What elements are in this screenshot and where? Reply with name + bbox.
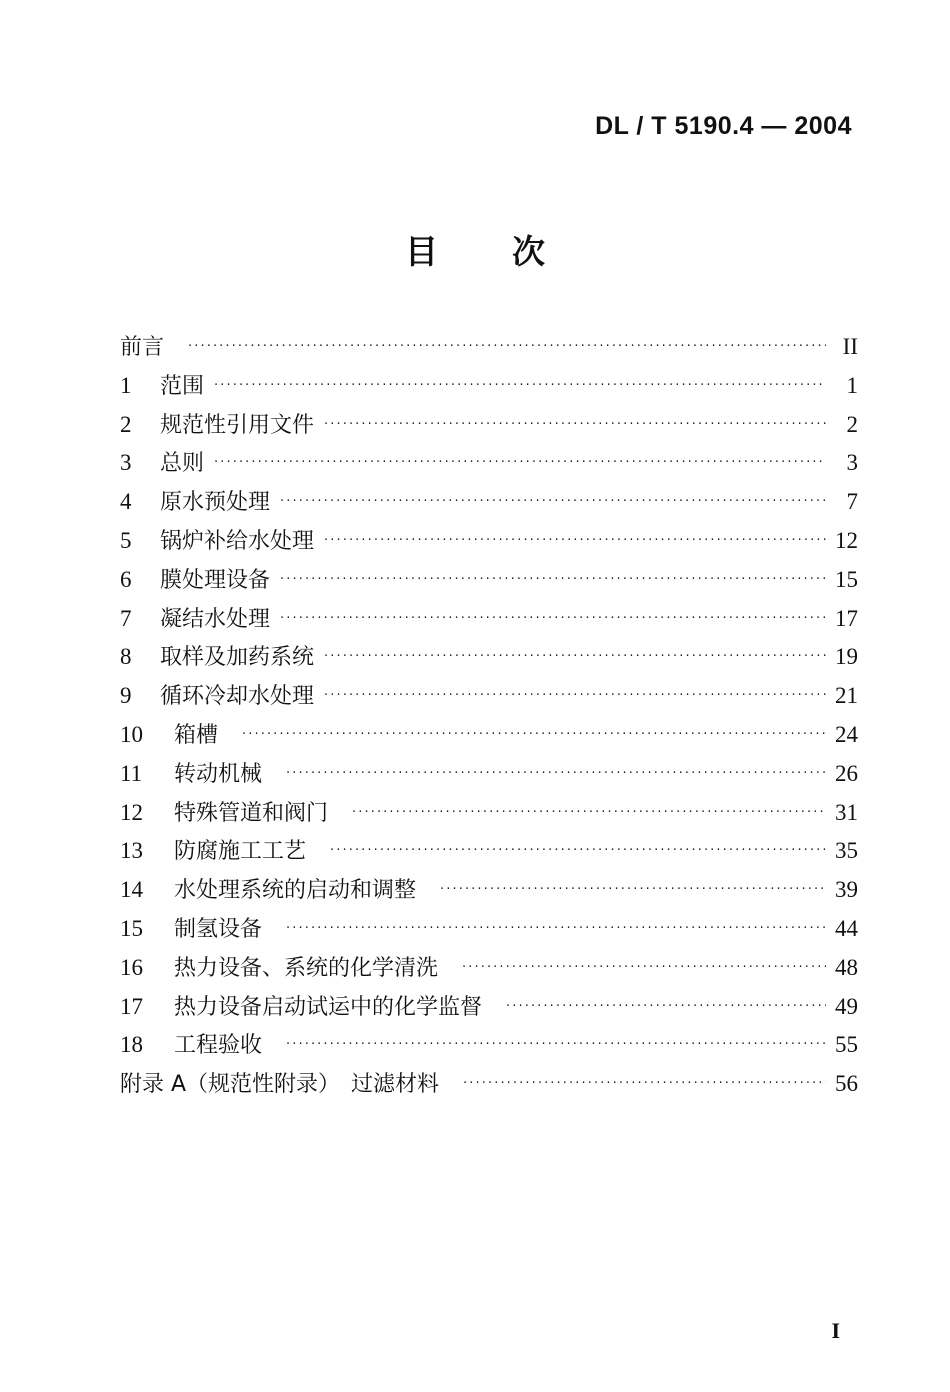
toc-entry-title: 循环冷却水处理 [160, 684, 315, 710]
toc-leader-dots [188, 339, 826, 354]
toc-entry-title: 前言 [120, 335, 165, 360]
toc-entry-title: 制氢设备 [174, 916, 263, 942]
toc-entry-title: 规范性引用文件 [160, 412, 315, 438]
toc-leader-dots [324, 533, 826, 548]
toc-entry-page: 12 [835, 527, 858, 553]
toc-entry-number: 10 [120, 721, 143, 747]
toc-entry-title: 工程验收 [174, 1033, 263, 1059]
toc-leader-dots [280, 494, 826, 509]
toc-entry-title: 锅炉补给水处理 [160, 528, 315, 554]
toc-leader-dots [286, 766, 826, 781]
toc-entry-title: 附录 A（规范性附录） 过滤材料 [120, 1072, 440, 1098]
toc-entry-5[interactable] [120, 524, 858, 563]
toc-entry-9[interactable] [120, 679, 858, 718]
page-title [0, 226, 950, 273]
toc-entry-number: 13 [120, 838, 143, 864]
toc-entry-page: 48 [835, 954, 858, 980]
title-char-2: 次 [512, 232, 545, 271]
toc-entry-page: 7 [846, 489, 858, 515]
toc-entry-number: 7 [120, 605, 132, 631]
toc-entry-10[interactable] [120, 718, 858, 757]
toc-entry-12[interactable] [120, 796, 858, 835]
toc-entry-number: 16 [120, 954, 143, 980]
toc-entry-page: 39 [835, 877, 858, 903]
toc-entry-page: II [842, 334, 858, 359]
toc-entry-7[interactable] [120, 602, 858, 641]
toc-entry-16[interactable] [120, 951, 858, 990]
toc-entry-title: 热力设备启动试运中的化学监督 [174, 994, 483, 1020]
toc-leader-dots [440, 882, 826, 897]
toc-entry-foreword[interactable] [120, 330, 858, 369]
toc-entry-page: 49 [835, 993, 858, 1019]
toc-entry-number: 11 [120, 760, 143, 786]
toc-entry-page: 21 [835, 683, 858, 709]
toc-entry-number: 8 [120, 644, 132, 670]
toc-entry-2[interactable] [120, 408, 858, 447]
toc-entry-page: 26 [835, 760, 858, 786]
toc-leader-dots [330, 843, 826, 858]
toc-entry-number: 9 [120, 683, 132, 709]
toc-entry-17[interactable] [120, 990, 858, 1029]
toc-leader-dots [214, 378, 826, 393]
toc-entry-title: 原水预处理 [160, 490, 271, 516]
toc-entry-page: 56 [835, 1071, 858, 1097]
toc-entry-15[interactable] [120, 912, 858, 951]
toc-entry-title: 箱槽 [174, 722, 219, 748]
toc-entry-number: 3 [120, 450, 132, 476]
toc-entry-1[interactable] [120, 369, 858, 408]
toc-leader-dots [324, 688, 826, 703]
toc-entry-number: 6 [120, 566, 132, 592]
title-char-1: 目 [405, 232, 438, 271]
toc-leader-dots [286, 1037, 826, 1052]
toc-entry-number: 1 [120, 372, 132, 398]
toc-entry-title: 水处理系统的启动和调整 [174, 878, 417, 904]
toc-entry-13[interactable] [120, 834, 858, 873]
toc-entry-page: 15 [835, 566, 858, 592]
toc-entry-title: 转动机械 [174, 761, 263, 787]
toc-leader-dots [280, 611, 826, 626]
toc-entry-page: 1 [846, 372, 858, 398]
toc-entry-page: 2 [846, 411, 858, 437]
toc-entry-number: 4 [120, 489, 132, 515]
toc-entry-appendix-a[interactable] [120, 1067, 858, 1106]
toc-entry-6[interactable] [120, 563, 858, 602]
toc-entry-number: 18 [120, 1032, 143, 1058]
toc-entry-8[interactable] [120, 640, 858, 679]
standard-code: DL / T 5190.4 — 2004 [595, 112, 852, 140]
toc-entry-number: 14 [120, 877, 143, 903]
toc-entry-title: 膜处理设备 [160, 567, 271, 593]
toc-leader-dots [280, 572, 826, 587]
toc-entry-page: 44 [835, 915, 858, 941]
toc-entry-title: 防腐施工工艺 [174, 839, 307, 865]
toc-entry-title: 热力设备、系统的化学清洗 [174, 955, 439, 981]
toc-leader-dots [214, 455, 826, 470]
toc-entry-11[interactable] [120, 757, 858, 796]
toc-entry-number: 2 [120, 411, 132, 437]
toc-entry-title: 总则 [160, 451, 205, 477]
toc-entry-number: 15 [120, 915, 143, 941]
toc-entry-page: 24 [835, 721, 858, 747]
toc-leader-dots [286, 921, 826, 936]
toc-leader-dots [462, 960, 826, 975]
toc-entry-title: 范围 [160, 373, 205, 399]
toc-entry-3[interactable] [120, 446, 858, 485]
toc-entry-number: 5 [120, 527, 132, 553]
toc-entry-page: 17 [835, 605, 858, 631]
toc-leader-dots [463, 1076, 826, 1091]
toc-entry-number: 17 [120, 993, 143, 1019]
toc-entry-page: 55 [835, 1032, 858, 1058]
toc-leader-dots [324, 417, 826, 432]
toc-entry-page: 35 [835, 838, 858, 864]
toc-entry-title: 特殊管道和阀门 [174, 800, 329, 826]
toc-entry-14[interactable] [120, 873, 858, 912]
toc-entry-title: 凝结水处理 [160, 606, 271, 632]
toc-entry-4[interactable] [120, 485, 858, 524]
toc-leader-dots [506, 999, 826, 1014]
toc-entry-number: 12 [120, 799, 143, 825]
toc-entry-page: 3 [846, 450, 858, 476]
page-number: I [831, 1318, 840, 1343]
table-of-contents [120, 330, 858, 1106]
toc-entry-18[interactable] [120, 1028, 858, 1067]
toc-entry-page: 19 [835, 644, 858, 670]
toc-leader-dots [324, 649, 826, 664]
toc-leader-dots [352, 805, 826, 820]
toc-entry-title: 取样及加药系统 [160, 645, 315, 671]
toc-entry-page: 31 [835, 799, 858, 825]
toc-leader-dots [242, 727, 826, 742]
